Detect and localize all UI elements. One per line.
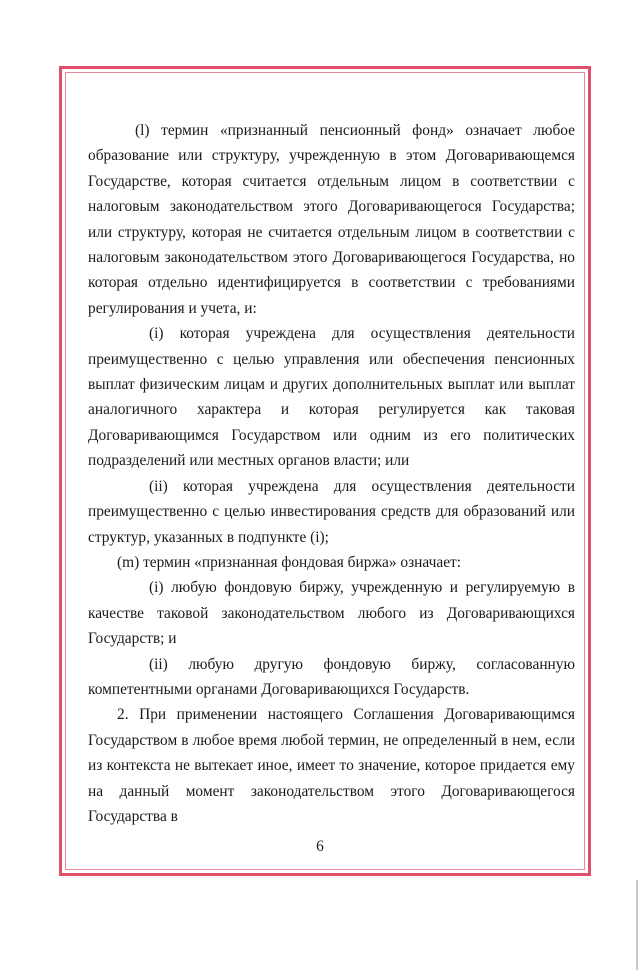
paragraph-m-definition: (m) термин «признанная фондовая биржа» означает: xyxy=(117,553,462,571)
paragraph-l-i: (i) которая учреждена для осуществления деятельности преимущественно с целью управления или обеспечения пенсионных выплат физическим лицам и других дополнительных выплат или выплат аналогичного характера и которая регулируется как таковая Договаривающимся Государством или одним из его политических подразделений или местных органов власти; или xyxy=(88,325,575,470)
paragraph-l-ii: (ii) которая учреждена для осуществления деятельности преимущественно с целью инвестирования средств для образований или структур, указанных в подпункте (i); xyxy=(88,477,575,546)
page-number: 6 xyxy=(316,838,324,855)
paragraph-m-ii: (ii) любую другую фондовую биржу, согласованную компетентными органами Договаривающихся Государств. xyxy=(88,655,575,698)
paragraph-l-definition: (l) термин «признанный пенсионный фонд» означает любое образование или структуру, учрежденную в этом Договаривающемся Государстве, которая считается отдельным лицом в соответствии с налоговым законодательством этого Договаривающегося Государства; или структуру, которая не считается отдельным лицом в соответствии с налоговым законодательством этого Договаривающегося Государства, но которая отдельно идентифицируется в соответствии с требованиями регулирования и учета, и: xyxy=(88,122,575,317)
scan-edge-mark xyxy=(636,880,638,970)
document-body xyxy=(88,118,575,829)
paragraph-2: 2. При применении настоящего Соглашения Договаривающимся Государством в любое время любой термин, не определенный в нем, если из контекста не вытекает иное, имеет то значение, которое придается ему на данный момент законодательством этого Договаривающегося Государства в xyxy=(88,706,575,825)
paragraph-m-i: (i) любую фондовую биржу, учрежденную и регулируемую в качестве таковой законодательством любого из Договаривающихся Государств; и xyxy=(88,579,575,648)
